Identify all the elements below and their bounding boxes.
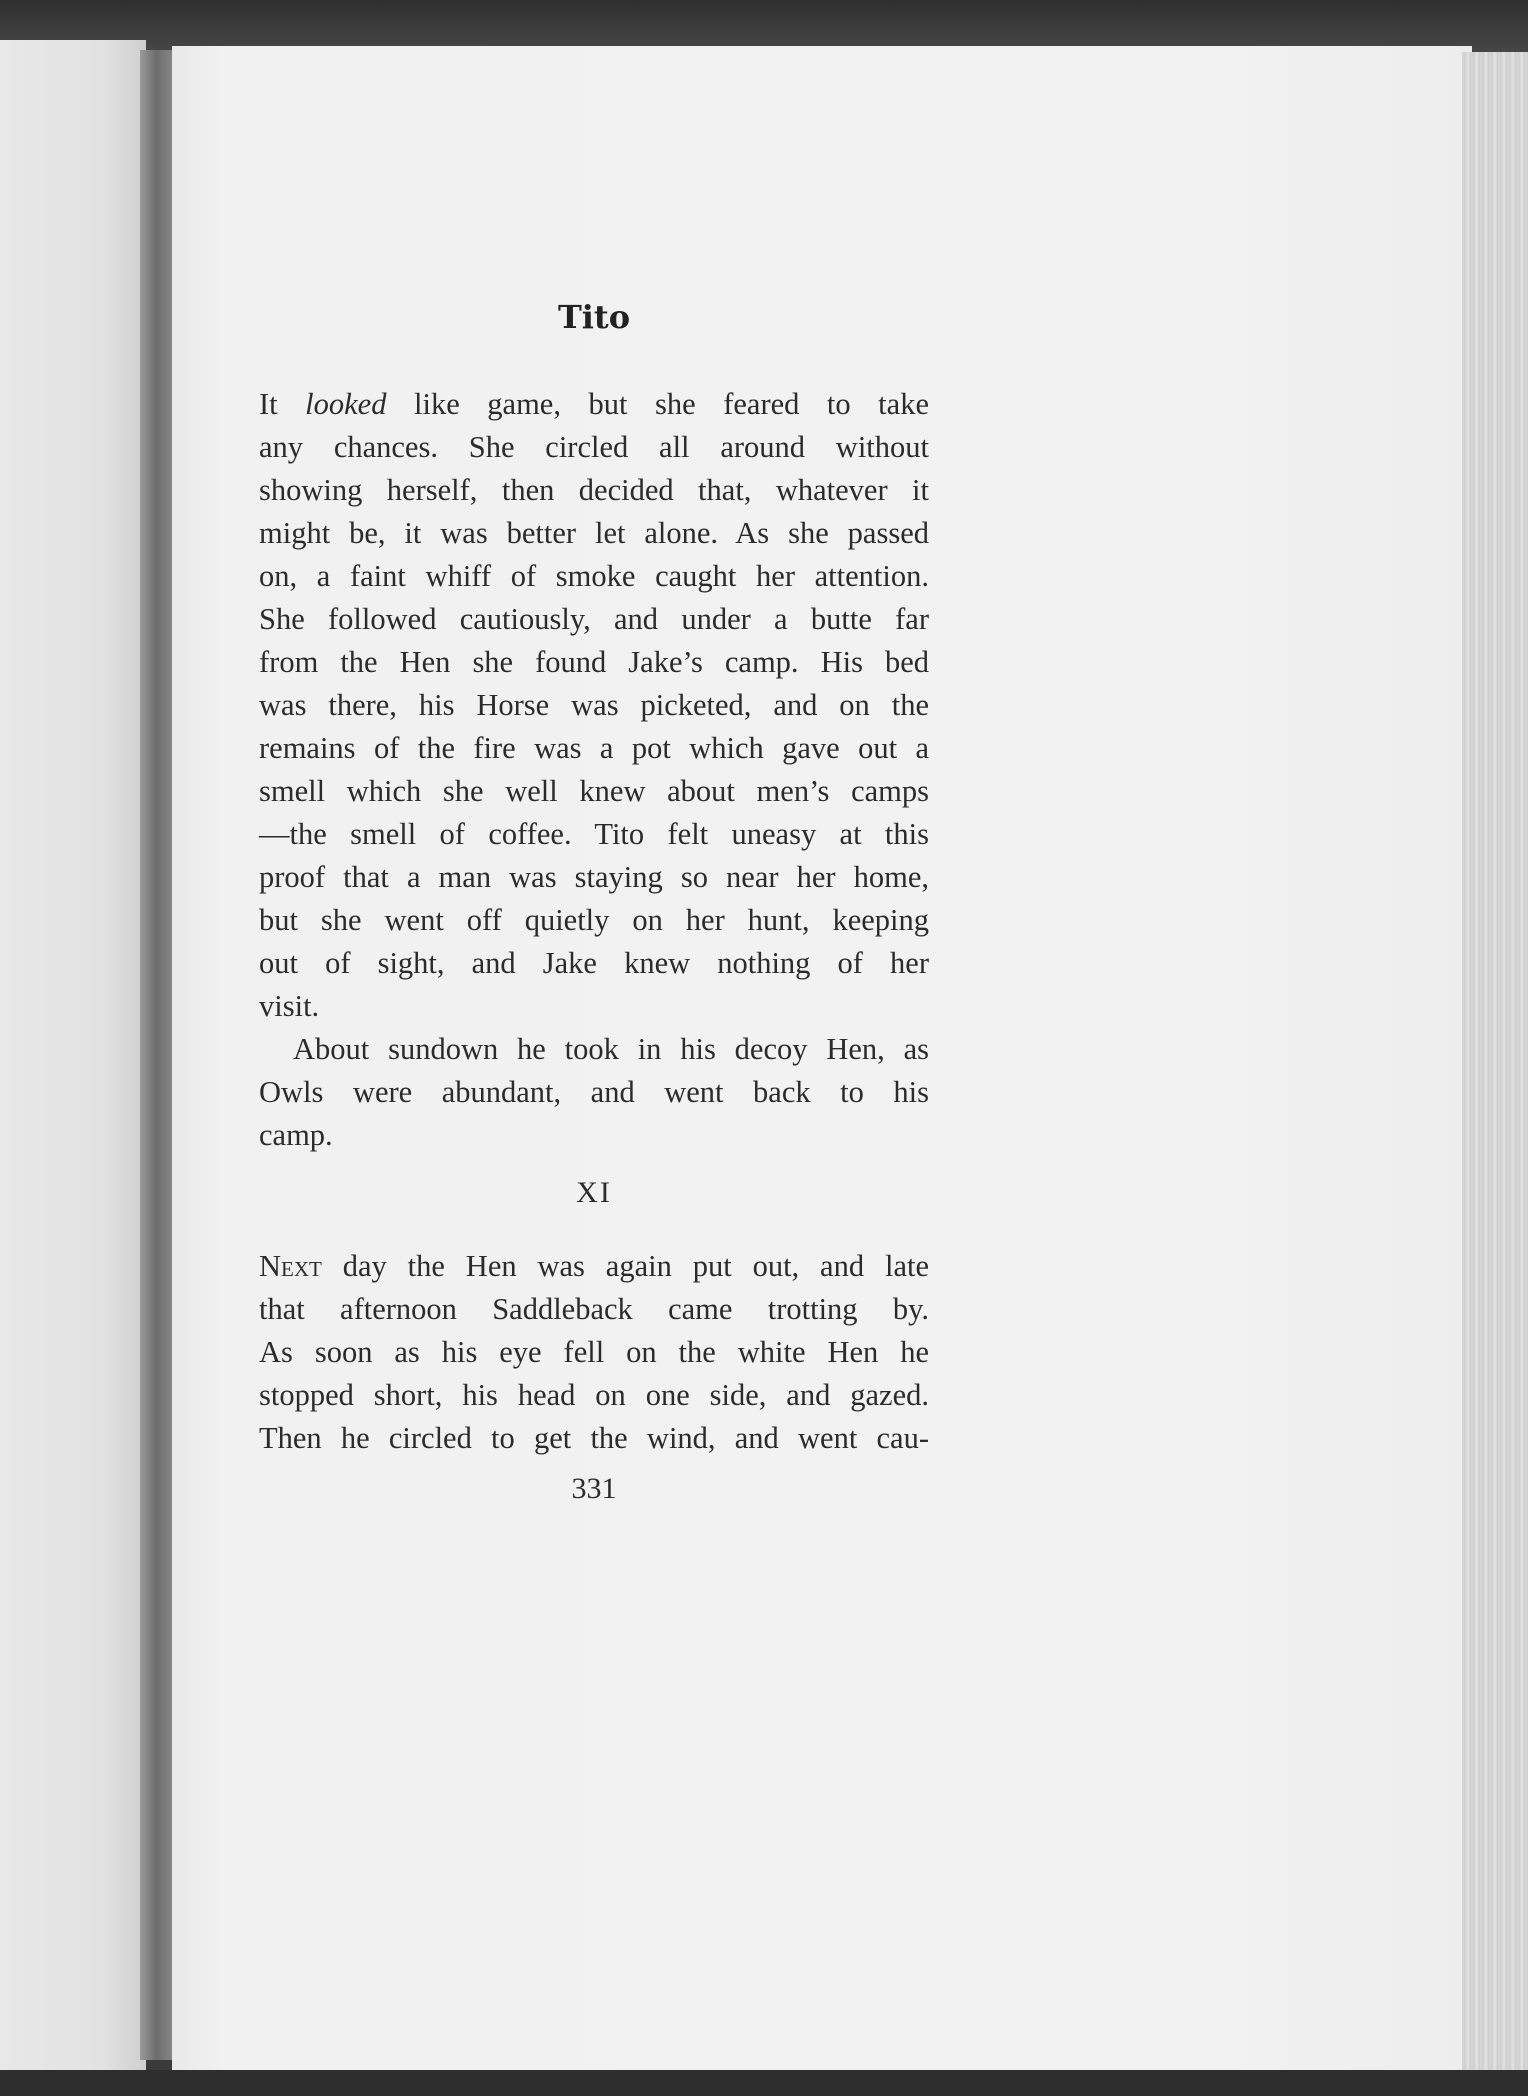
- page-edge-stack: [1462, 52, 1528, 2072]
- text-line: She followed cautiously, and under a butte far: [259, 602, 929, 636]
- text-line: showing herself, then decided that, whatever it: [259, 473, 929, 507]
- text-line: might be, it was better let alone. As she passed: [259, 516, 929, 550]
- facing-page-left: [0, 40, 146, 2070]
- text-line: out of sight, and Jake knew nothing of her: [259, 946, 929, 980]
- text-line: but she went off quietly on her hunt, keeping: [259, 903, 929, 937]
- text-line: smell which she well knew about men’s camps: [259, 774, 929, 808]
- section-number: XI: [576, 1176, 612, 1209]
- text-line: remains of the fire was a pot which gave out a: [259, 731, 929, 765]
- text-line: that afternoon Saddleback came trotting by.: [259, 1292, 929, 1326]
- text-line: About sundown he took in his decoy Hen, as: [293, 1032, 929, 1066]
- book-gutter: [140, 50, 176, 2060]
- text-line: It looked like game, but she feared to take: [259, 387, 929, 421]
- text-line: As soon as his eye fell on the white Hen he: [259, 1335, 929, 1369]
- running-head: Tito: [557, 298, 631, 336]
- small-caps-lead: Next: [259, 1249, 322, 1283]
- text-line: any chances. She circled all around without: [259, 430, 929, 464]
- text-line: Owls were abundant, and went back to his: [259, 1075, 929, 1109]
- text-line: was there, his Horse was picketed, and on the: [259, 688, 929, 722]
- emphasis: looked: [305, 387, 387, 421]
- text-line: camp.: [259, 1118, 333, 1152]
- paragraph-1: [259, 383, 929, 1157]
- text-line: proof that a man was staying so near her home,: [259, 860, 929, 894]
- text-line: stopped short, his head on one side, and gazed.: [259, 1378, 929, 1412]
- text-line: from the Hen she found Jake’s camp. His bed: [259, 645, 929, 679]
- text-line: Then he circled to get the wind, and went cau-: [259, 1421, 929, 1455]
- page-number: 331: [571, 1472, 617, 1505]
- text-line: visit.: [259, 989, 320, 1023]
- scan-bottom-edge: [0, 2070, 1528, 2096]
- text-line: Next day the Hen was again put out, and late: [259, 1249, 929, 1283]
- text-line: on, a faint whiff of smoke caught her attention.: [259, 559, 929, 593]
- text-line: —the smell of coffee. Tito felt uneasy at this: [259, 817, 929, 851]
- paragraph-3: [259, 1245, 929, 1460]
